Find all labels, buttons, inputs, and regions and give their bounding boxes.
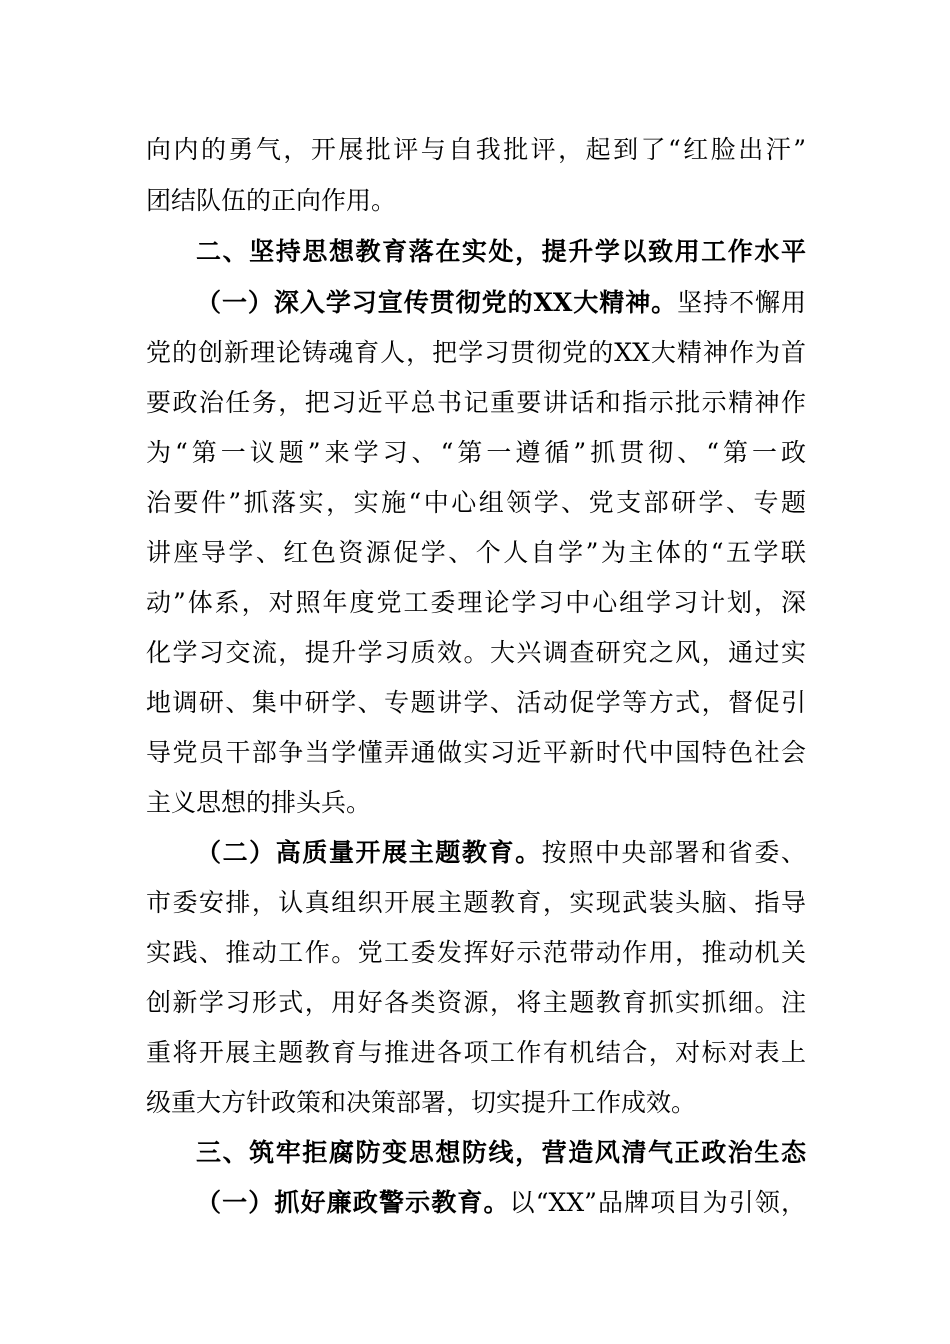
paragraph-line: 市委安排，认真组织开展主题教育，实现武装头脑、指导 (146, 888, 806, 917)
paragraph-line: 化学习交流，提升学习质效。大兴调查研究之风，通过实 (146, 638, 806, 667)
paragraph-line: 重将开展主题教育与推进各项工作有机结合，对标对表上 (146, 1038, 806, 1067)
paragraph-line: 党的创新理论铸魂育人，把学习贯彻党的XX大精神作为首 (146, 338, 806, 367)
subsection-title: （一）抓好廉政警示教育。 (196, 1188, 510, 1217)
paragraph-line: 治要件”抓落实，实施“中心组领学、党支部研学、专题 (146, 488, 806, 517)
paragraph-text: 以“XX”品牌项目为引领， (509, 1188, 806, 1217)
paragraph-line: 讲座导学、红色资源促学、个人自学”为主体的“五学联 (146, 538, 806, 567)
subsection-title: （一）深入学习宣传贯彻党的XX大精神。 (196, 288, 678, 317)
paragraph-line: 主义思想的排头兵。 (146, 788, 372, 817)
subsection-first-line (196, 283, 806, 323)
section-heading: 三、筑牢拒腐防变思想防线，营造风清气正政治生态 (196, 1138, 806, 1167)
paragraph-line: 导党员干部争当学懂弄通做实习近平新时代中国特色社会 (146, 738, 806, 767)
paragraph-line: 实践、推动工作。党工委发挥好示范带动作用，推动机关 (146, 938, 806, 967)
paragraph-line: 级重大方针政策和决策部署，切实提升工作成效。 (146, 1088, 697, 1117)
paragraph-line: 为“第一议题”来学习、“第一遵循”抓贯彻、“第一政 (146, 438, 806, 467)
subsection-first-line (196, 1183, 806, 1223)
paragraph-line: 动”体系，对照年度党工委理论学习中心组学习计划，深 (146, 588, 806, 617)
subsection-title: （二）高质量开展主题教育。 (196, 838, 542, 867)
paragraph-line: 创新学习形式，用好各类资源，将主题教育抓实抓细。注 (146, 988, 806, 1017)
paragraph-line: 团结队伍的正向作用。 (146, 186, 397, 215)
paragraph-text: 坚持不懈用 (677, 288, 806, 317)
paragraph-line: 要政治任务，把习近平总书记重要讲话和指示批示精神作 (146, 388, 806, 417)
section-heading: 二、坚持思想教育落在实处，提升学以致用工作水平 (196, 237, 806, 266)
paragraph-text: 按照中央部署和省委、 (541, 838, 806, 867)
paragraph-line: 向内的勇气，开展批评与自我批评，起到了“红脸出汗” (146, 135, 806, 164)
subsection-first-line (196, 833, 806, 873)
paragraph-line: 地调研、集中研学、专题讲学、活动促学等方式，督促引 (146, 688, 806, 717)
